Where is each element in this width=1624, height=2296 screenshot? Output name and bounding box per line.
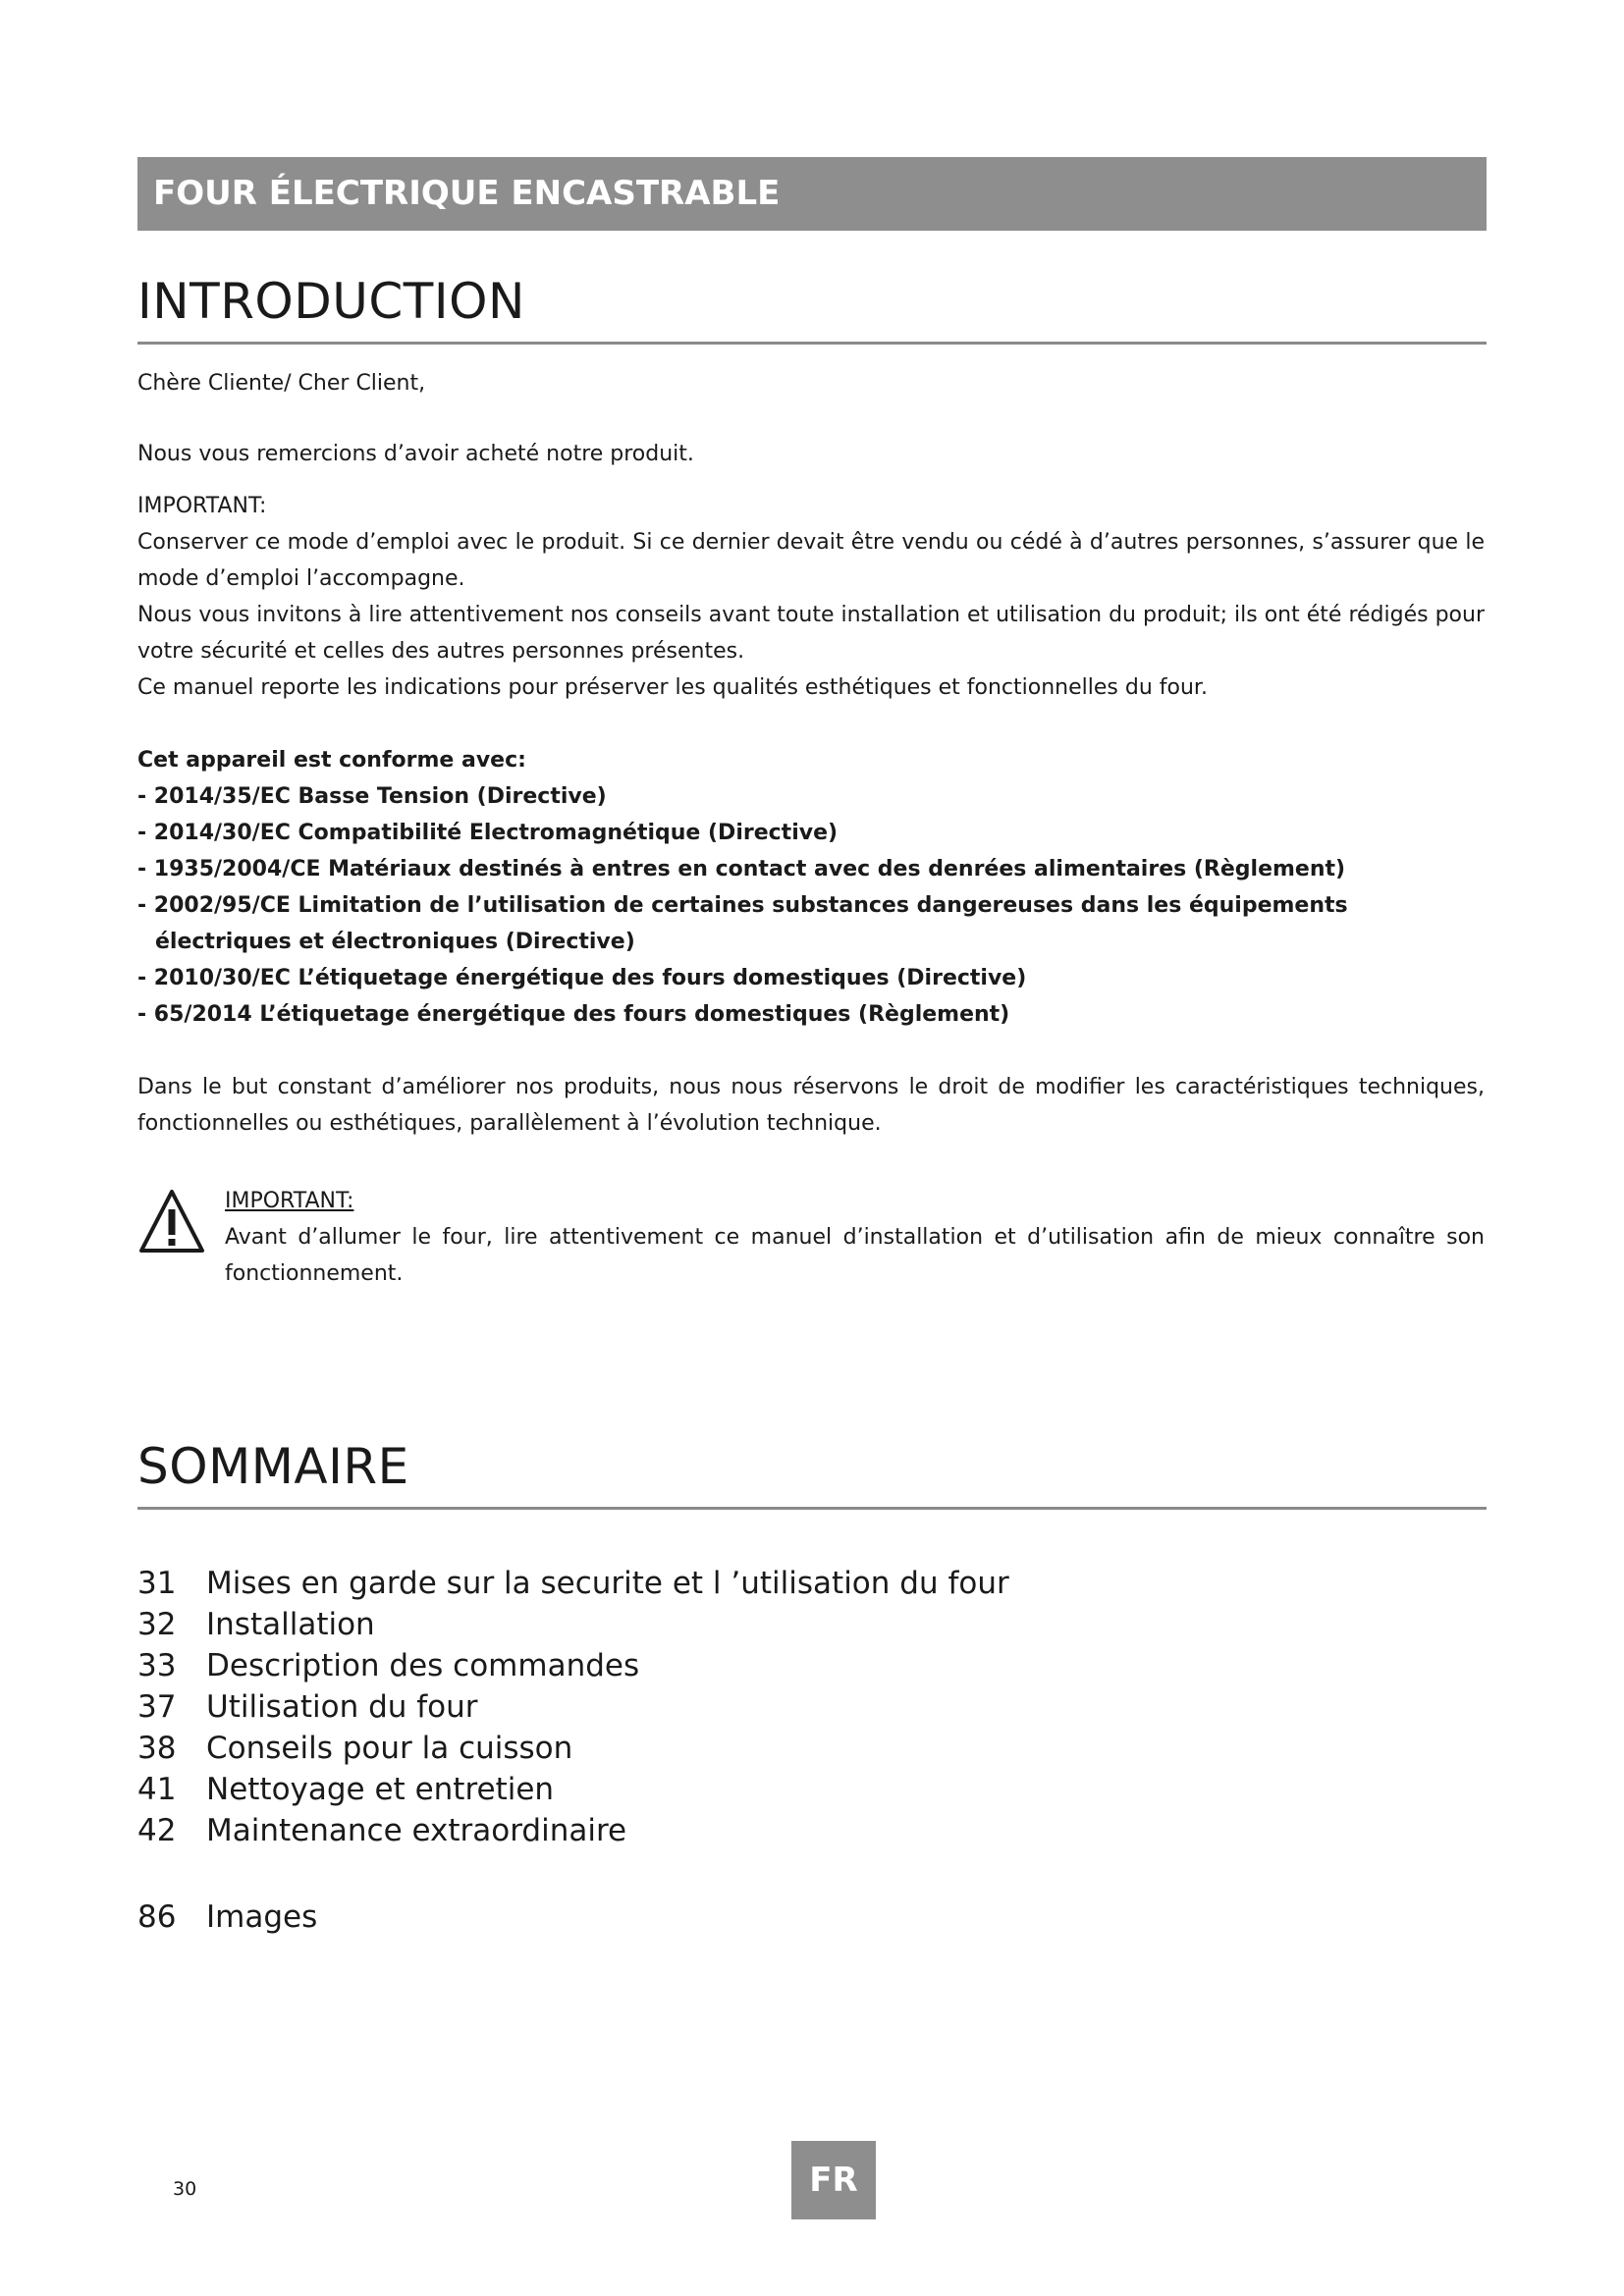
- toc-label: Installation: [206, 1607, 375, 1642]
- sommaire-divider: [137, 1507, 1487, 1510]
- toc-entry[interactable]: [137, 1563, 1119, 1604]
- list-item: - 1935/2004/CE Matériaux destinés à entres en contact avec des denrées alimentaires (Règlement): [137, 857, 1346, 881]
- table-of-contents: [137, 1563, 1119, 1851]
- warning-triangle-icon: [137, 1188, 206, 1255]
- toc-entry[interactable]: [137, 1645, 1119, 1686]
- list-item: - 2014/30/EC Compatibilité Electromagnétique (Directive): [137, 821, 839, 845]
- toc-entry[interactable]: [137, 1686, 1119, 1728]
- toc-page-number: 33: [137, 1648, 177, 1683]
- intro-paragraph-3: Ce manuel reporte les indications pour préserver les qualités esthétiques et fonctionnelles du four.: [137, 675, 1208, 700]
- improvement-note: Dans le but constant d’améliorer nos produits, nous nous réservons le droit de modifier les caractéristiques techniques, fonctionnelles ou esthétiques, parallèlement à l’évolution technique.: [137, 1075, 1485, 1136]
- greeting: Chère Cliente/ Cher Client,: [137, 371, 426, 396]
- warning-label: IMPORTANT:: [225, 1189, 354, 1213]
- intro-paragraph-2: Nous vous invitons à lire attentivement nos conseils avant toute installation et utilisation du produit; ils ont été rédigés pour votre sécurité et celles des autres personnes présentes.: [137, 603, 1485, 664]
- toc-entry[interactable]: [137, 1728, 1119, 1769]
- language-badge: FR: [791, 2141, 876, 2219]
- warning-text: Avant d’allumer le four, lire attentivement ce manuel d’installation et d’utilisation afin de mieux connaître son fonctionnement.: [225, 1225, 1485, 1286]
- sommaire-title: SOMMAIRE: [137, 1438, 409, 1495]
- toc-label: Maintenance extraordinaire: [206, 1813, 627, 1848]
- toc-page-number: 86: [137, 1899, 177, 1935]
- intro-paragraph-1: Conserver ce mode d’emploi avec le produit. Si ce dernier devait être vendu ou cédé à d’autres personnes, s’assurer que le mode d’emploi l’accompagne.: [137, 530, 1485, 591]
- toc-page-number: 31: [137, 1566, 177, 1601]
- toc-entry[interactable]: [137, 1896, 1119, 1938]
- introduction-title: INTRODUCTION: [137, 273, 525, 330]
- toc-entry[interactable]: [137, 1604, 1119, 1645]
- page-number: 30: [173, 2178, 197, 2200]
- toc-label: Utilisation du four: [206, 1689, 478, 1725]
- toc-page-number: 42: [137, 1813, 177, 1848]
- toc-entry[interactable]: [137, 1810, 1119, 1851]
- toc-page-number: 37: [137, 1689, 177, 1725]
- list-item: - 65/2014 L’étiquetage énergétique des fours domestiques (Règlement): [137, 1002, 1010, 1027]
- conformity-list: [137, 778, 1487, 1033]
- toc-label: Conseils pour la cuisson: [206, 1731, 573, 1766]
- list-item: - 2002/95/CE Limitation de l’utilisation de certaines substances dangereuses dans les équipements électriques et électroniques (Directive): [137, 893, 1348, 954]
- conformity-heading: Cet appareil est conforme avec:: [137, 748, 526, 773]
- important-label: IMPORTANT:: [137, 494, 267, 518]
- thanks-text: Nous vous remercions d’avoir acheté notre produit.: [137, 442, 694, 466]
- toc-label: Images: [206, 1899, 318, 1935]
- document-banner: [137, 157, 1487, 231]
- toc-label: Description des commandes: [206, 1648, 640, 1683]
- toc-page-number: 32: [137, 1607, 177, 1642]
- table-of-contents-extra: [137, 1896, 1119, 1938]
- introduction-divider: [137, 342, 1487, 345]
- toc-label: Nettoyage et entretien: [206, 1772, 555, 1807]
- toc-entry[interactable]: [137, 1769, 1119, 1810]
- banner-title: FOUR ÉLECTRIQUE ENCASTRABLE: [153, 174, 781, 213]
- toc-label: Mises en garde sur la securite et l ’utilisation du four: [206, 1566, 1009, 1601]
- list-item: - 2010/30/EC L’étiquetage énergétique des fours domestiques (Directive): [137, 966, 1027, 990]
- toc-page-number: 38: [137, 1731, 177, 1766]
- list-item: - 2014/35/EC Basse Tension (Directive): [137, 784, 607, 809]
- toc-page-number: 41: [137, 1772, 177, 1807]
